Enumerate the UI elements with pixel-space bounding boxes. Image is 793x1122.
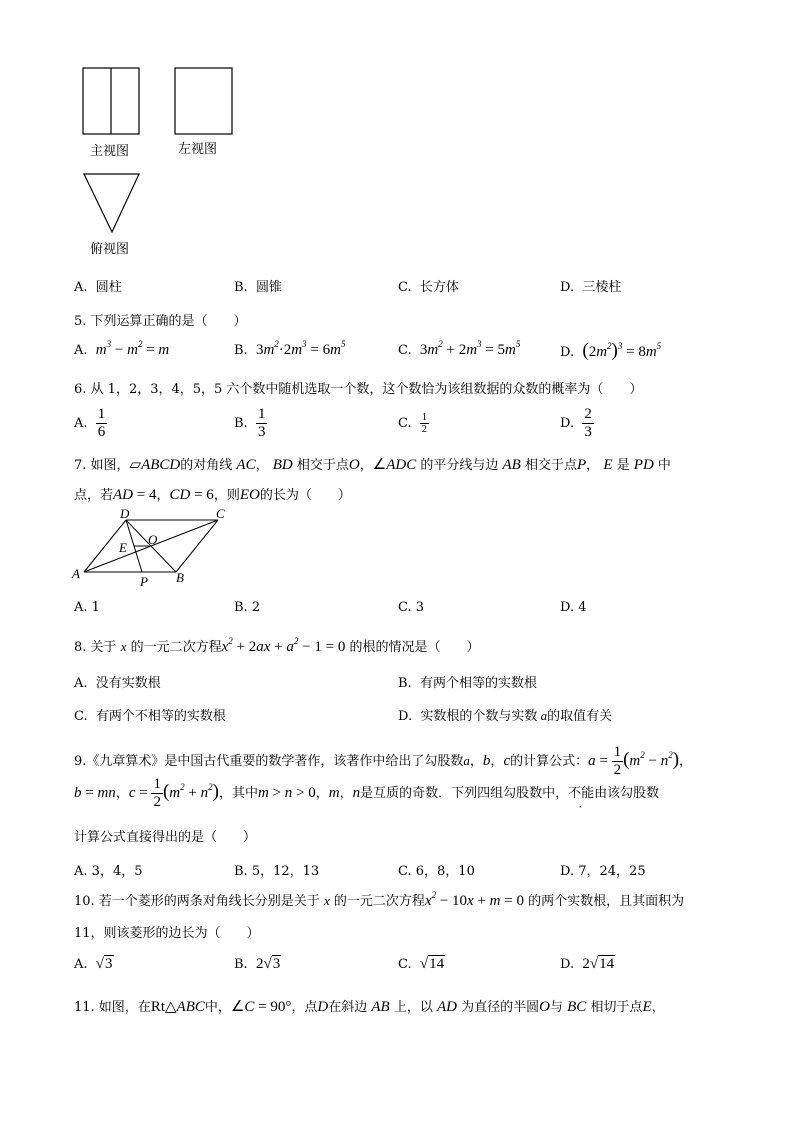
label-o: O xyxy=(148,532,158,547)
label-p: P xyxy=(140,574,148,589)
q9-option-b: B. 5，12，13 xyxy=(234,864,320,879)
q6-option-c: C. $\frac{1}{2}$ xyxy=(398,412,427,435)
q11-line1: 11. 如图，在Rt△ABC中，∠C = 90°，点D在斜边 AB 上，以 AD 为直径的半圆O与 BC 相切于点E， xyxy=(74,999,665,1015)
three-view-figure xyxy=(75,60,255,260)
top-view-triangle xyxy=(84,174,139,232)
q4-option-a: A. 圆柱 xyxy=(74,280,122,295)
q4-option-d: D. 三棱柱 xyxy=(560,280,622,295)
q5-option-c: C. $3m^2 + 2m^3 = 5m^5$ xyxy=(398,339,521,358)
side-view-label: 左视图 xyxy=(178,142,218,157)
q7-line2: 点，若AD = 4，CD = 6，则EO的长为（ ） xyxy=(74,487,351,503)
q4-option-b: B. 圆锥 xyxy=(234,280,282,295)
q10-line2: 11，则该菱形的边长为（ ） xyxy=(74,926,260,941)
label-b: B xyxy=(176,570,184,585)
q5-option-b: B. $3m^2\cdot 2m^3 = 6m^5$ xyxy=(234,339,346,358)
q10-option-c: C. √14 xyxy=(398,956,445,972)
label-c: C xyxy=(216,506,225,521)
front-view-label: 主视图 xyxy=(90,144,130,159)
q8-option-b: B. 有两个相等的实数根 xyxy=(398,676,537,691)
q7-option-a: A. 1 xyxy=(74,600,100,615)
q10-line1: 10. 若一个菱形的两条对角线长分别是关于 x 的一元二次方程$x^2 - 10x + m = 0$ 的两个实数根，且其面积为 xyxy=(74,890,685,909)
label-a: A xyxy=(72,566,80,581)
q6-stem: 6. 从 1，2，3，4，5，5 六个数中随机选取一个数，这个数恰为该组数据的众数的概率为（ ） xyxy=(74,382,643,397)
side-view-rect xyxy=(175,68,232,134)
label-e: E xyxy=(119,540,127,555)
q10-option-b: B. 2√3 xyxy=(234,956,281,972)
q7-option-b: B. 2 xyxy=(234,600,261,615)
q8-option-d: D. 实数根的个数与实数 a的取值有关 xyxy=(398,708,613,724)
q9-option-a: A. 3，4，5 xyxy=(74,864,143,879)
q6-option-d: D. $\frac{2}{3}$ xyxy=(560,406,592,440)
q9-line1: 9.《九章算术》是中国古代重要的数学著作，该著作中给出了勾股数a，b，c的计算公式：a = $\frac{1}{2}$ $(m^2 - n^2)$， xyxy=(74,744,693,778)
q8-stem: 8. 关于 x 的一元二次方程$x^2 + 2ax + a^2 - 1 = 0$ 的根的情况是（ ） xyxy=(74,636,480,655)
parallelogram-figure xyxy=(68,506,238,590)
q9-option-c: C. 6，8，10 xyxy=(398,864,475,879)
q5-option-d: D. $(2m^2)^3 = 8m^5$ xyxy=(560,340,662,361)
q7-option-c: C. 3 xyxy=(398,600,425,615)
label-d: D xyxy=(120,506,130,521)
q5-option-a: A. $m^3 - m^2 = m$ xyxy=(74,339,170,358)
q10-option-d: D. 2√14 xyxy=(560,956,615,972)
q10-option-a: A. √3 xyxy=(74,956,113,972)
q4-option-c: C. 长方体 xyxy=(398,280,459,295)
q8-option-a: A. 没有实数根 xyxy=(74,676,161,691)
q6-option-b: B. $\frac{1}{3}$ xyxy=(234,406,266,440)
q6-option-a: A. $\frac{1}{6}$ xyxy=(74,406,106,440)
q9-line3: 计算公式直接得出的是（ ） xyxy=(74,830,257,845)
q9-option-d: D. 7，24，25 xyxy=(560,864,646,879)
q8-option-c: C. 有两个不相等的实数根 xyxy=(74,709,226,724)
q7-line1: 7. 如图，▱ABCD的对角线 AC， BD 相交于点O，∠ADC 的平分线与边 AB 相交于点P， E 是 PD 中 xyxy=(74,457,671,473)
top-view-label: 俯视图 xyxy=(90,242,130,257)
q7-option-d: D. 4 xyxy=(560,600,587,615)
q9-line2: b = mn，c = $\frac{1}{2}$ $(m^2 + n^2)$，其中m > n > 0，m，n是互质的奇数．下列四组勾股数中，不能由该勾股数 xyxy=(74,776,660,810)
q5-stem: 5. 下列运算正确的是（ ） xyxy=(74,314,247,329)
